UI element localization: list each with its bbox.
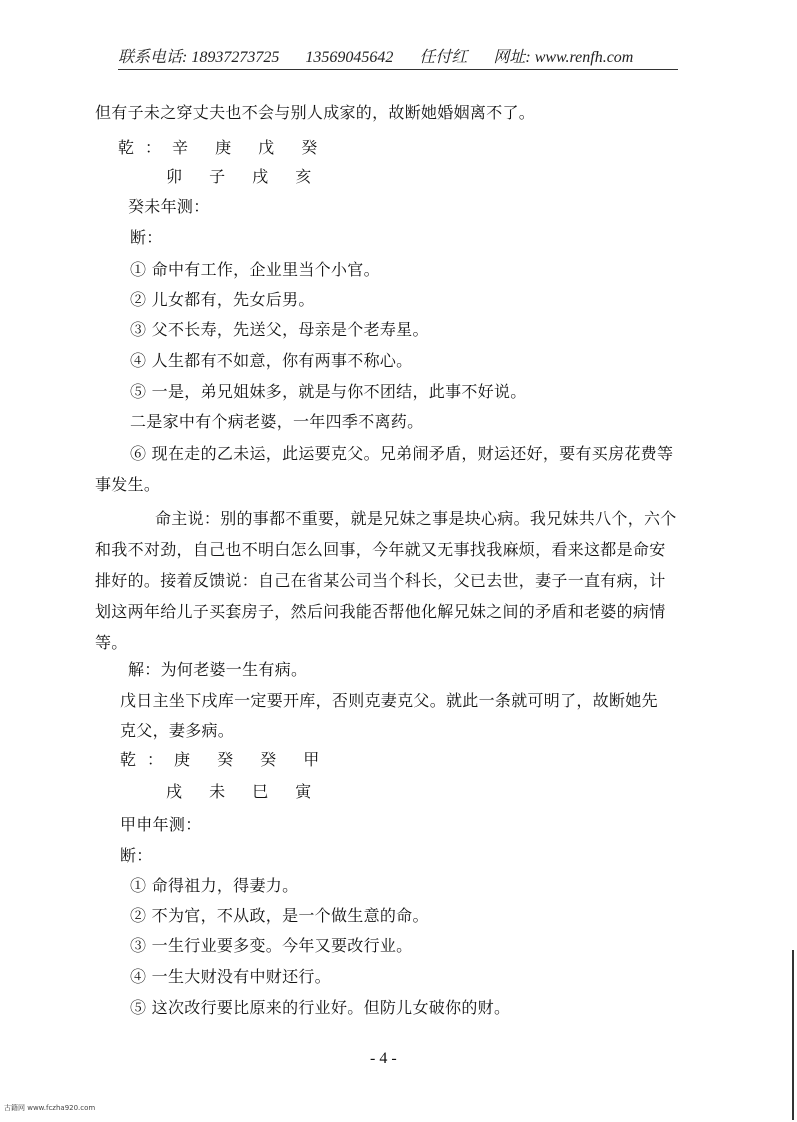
contact-phone-2: 13569045642 <box>305 49 394 66</box>
list-item: ④ 一生大财没有中财还行。 <box>130 967 331 986</box>
contact-name: 任付红 <box>419 49 468 66</box>
list-item: ② 儿女都有，先女后男。 <box>130 290 315 309</box>
list-item: ③ 父不长寿，先送父，母亲是个老寿星。 <box>130 320 429 339</box>
text-line: 癸未年测： <box>128 197 210 216</box>
bazi-stems: 乾：辛 庚 戊 癸 <box>118 138 329 157</box>
text-line: 甲申年测： <box>120 815 202 834</box>
list-item: ③ 一生行业要多变。今年又要改行业。 <box>130 936 413 955</box>
scan-edge <box>792 950 794 1120</box>
bazi-branches: 戌 未 巳 寅 <box>166 782 323 801</box>
text-line: 命主说：别的事都不重要，就是兄妹之事是块心病。我兄妹共八个，六个 <box>155 509 677 528</box>
text-line: 解：为何老婆一生有病。 <box>128 660 308 679</box>
text-line: 二是家中有个病老婆，一年四季不离药。 <box>130 412 424 431</box>
list-item: ⑥ 现在走的乙未运，此运要克父。兄弟闹矛盾，财运还好，要有买房花费等 <box>130 444 674 463</box>
text-line: 断： <box>130 228 163 247</box>
bazi-branches: 卯 子 戌 亥 <box>166 167 323 186</box>
footer-watermark: 古籍网 www.fczha920.com <box>4 1104 96 1112</box>
text-line: 断： <box>120 846 153 865</box>
text-line: 划这两年给儿子买套房子，然后问我能否帮他化解兄妹之间的矛盾和老婆的病情 <box>95 602 666 621</box>
list-item: ② 不为官，不从政，是一个做生意的命。 <box>130 906 429 925</box>
contact-phone: 联系电话: 18937273725 <box>118 49 280 66</box>
list-item: ⑤ 这次改行要比原来的行业好。但防儿女破你的财。 <box>130 998 511 1017</box>
text-line: 克父，妻多病。 <box>120 721 235 740</box>
text-line: 事发生。 <box>95 475 161 494</box>
text-line: 戊日主坐下戌库一定要开库，否则克妻克父。就此一条就可明了，故断她先 <box>120 691 658 710</box>
list-item: ① 命中有工作，企业里当个小官。 <box>130 260 380 279</box>
bazi-stems: 乾：庚 癸 癸 甲 <box>120 750 331 769</box>
text-line: 和我不对劲，自己也不明白怎么回事，今年就又无事找我麻烦，看来这都是命安 <box>95 540 666 559</box>
text-line: 等。 <box>95 633 128 652</box>
list-item: ⑤ 一是，弟兄姐妹多，就是与你不团结，此事不好说。 <box>130 382 527 401</box>
list-item: ④ 人生都有不如意，你有两事不称心。 <box>130 351 413 370</box>
text-line: 但有子未之穿丈夫也不会与别人成家的，故断她婚姻离不了。 <box>95 103 536 122</box>
contact-website: 网址: www.renfh.com <box>493 49 634 66</box>
text-line: 排好的。接着反馈说：自己在省某公司当个科长，父已去世，妻子一直有病，计 <box>95 571 666 590</box>
list-item: ① 命得祖力，得妻力。 <box>130 876 299 895</box>
page-number: - 4 - <box>370 1050 397 1067</box>
page-header <box>118 44 678 70</box>
